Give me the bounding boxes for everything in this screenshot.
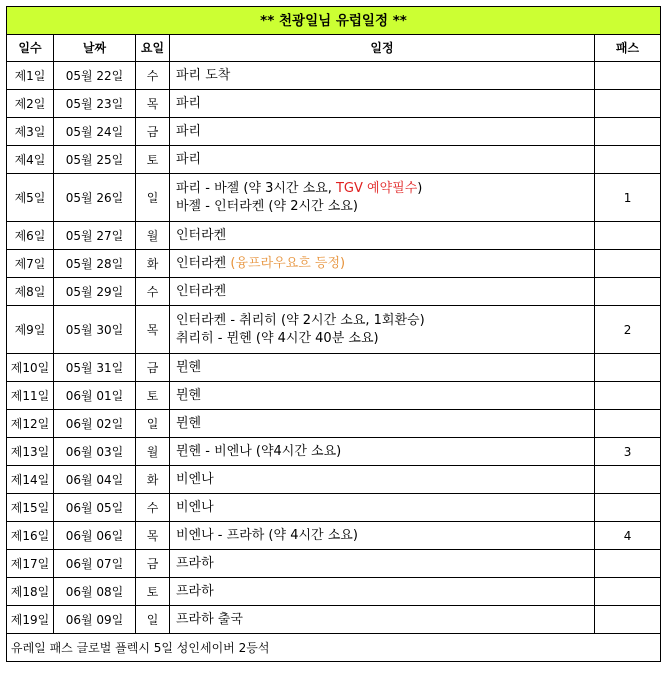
pass-cell: [595, 578, 661, 606]
day-cell: 제3일: [7, 118, 54, 146]
itinerary-title: ** 천광일님 유럽일정 **: [7, 7, 661, 35]
schedule-highlight: (융프라우요흐 등정): [230, 255, 346, 271]
schedule-text: 바젤 - 인터라켄 (약 2시간 소요): [176, 198, 358, 214]
weekday-cell: 토: [136, 382, 170, 410]
table-row: [7, 250, 661, 278]
table-row: [7, 354, 661, 382]
schedule-cell: [170, 578, 595, 606]
schedule-line: [176, 499, 594, 517]
pass-cell: [595, 354, 661, 382]
schedule-text: 인터라켄: [176, 227, 227, 243]
table-row: [7, 146, 661, 174]
weekday-cell: 화: [136, 466, 170, 494]
day-cell: 제6일: [7, 222, 54, 250]
date-cell: 05월 30일: [54, 306, 136, 354]
schedule-text: 파리 도착: [176, 67, 231, 83]
table-row: [7, 550, 661, 578]
table-row: [7, 62, 661, 90]
table-row: [7, 466, 661, 494]
weekday-cell: 금: [136, 118, 170, 146]
schedule-line: [176, 180, 594, 198]
schedule-line: [176, 330, 594, 348]
schedule-line: [176, 283, 594, 301]
schedule-text: 인터라켄: [176, 283, 227, 299]
pass-cell: 2: [595, 306, 661, 354]
day-cell: 제19일: [7, 606, 54, 634]
date-cell: 05월 24일: [54, 118, 136, 146]
schedule-text: 인터라켄 - 취리히 (약 2시간 소요, 1회환승): [176, 312, 425, 328]
date-cell: 05월 26일: [54, 174, 136, 222]
weekday-cell: 일: [136, 410, 170, 438]
weekday-cell: 목: [136, 306, 170, 354]
pass-cell: 4: [595, 522, 661, 550]
weekday-cell: 토: [136, 578, 170, 606]
date-cell: 05월 22일: [54, 62, 136, 90]
day-cell: 제18일: [7, 578, 54, 606]
pass-cell: [595, 278, 661, 306]
schedule-cell: [170, 278, 595, 306]
pass-cell: [595, 118, 661, 146]
schedule-line: [176, 443, 594, 461]
schedule-text: 비엔나 - 프라하 (약 4시간 소요): [176, 527, 358, 543]
day-cell: 제13일: [7, 438, 54, 466]
day-cell: 제12일: [7, 410, 54, 438]
date-cell: 05월 29일: [54, 278, 136, 306]
schedule-line: [176, 255, 594, 273]
schedule-text: 비엔나: [176, 499, 214, 515]
header-pass: 패스: [595, 35, 661, 62]
schedule-line: [176, 312, 594, 330]
table-row: [7, 522, 661, 550]
pass-cell: [595, 494, 661, 522]
schedule-text: 프라하 출국: [176, 611, 243, 627]
weekday-cell: 수: [136, 278, 170, 306]
schedule-line: [176, 527, 594, 545]
schedule-line: [176, 415, 594, 433]
schedule-cell: [170, 174, 595, 222]
schedule-line: [176, 151, 594, 169]
table-row: [7, 222, 661, 250]
weekday-cell: 수: [136, 62, 170, 90]
day-cell: 제5일: [7, 174, 54, 222]
schedule-text: 비엔나: [176, 471, 214, 487]
schedule-text: 인터라켄: [176, 255, 231, 271]
date-cell: 06월 08일: [54, 578, 136, 606]
schedule-cell: [170, 382, 595, 410]
schedule-text: 파리: [176, 123, 202, 139]
table-row: [7, 382, 661, 410]
table-row: [7, 306, 661, 354]
header-day: 일수: [7, 35, 54, 62]
rail-pass-note: 유레일 패스 글로벌 플렉시 5일 성인세이버 2등석: [7, 634, 661, 662]
schedule-text: 뮌헨 - 비엔나 (약4시간 소요): [176, 443, 342, 459]
date-cell: 06월 06일: [54, 522, 136, 550]
table-row: [7, 118, 661, 146]
itinerary-table: [6, 6, 661, 662]
date-cell: 05월 23일: [54, 90, 136, 118]
schedule-text: 프라하: [176, 555, 214, 571]
pass-cell: 3: [595, 438, 661, 466]
schedule-line: [176, 471, 594, 489]
weekday-cell: 목: [136, 90, 170, 118]
day-cell: 제2일: [7, 90, 54, 118]
schedule-text: 파리 - 바젤 (약 3시간 소요,: [176, 180, 336, 196]
schedule-text: 프라하: [176, 583, 214, 599]
table-row: [7, 606, 661, 634]
schedule-cell: [170, 550, 595, 578]
schedule-text: 파리: [176, 95, 202, 111]
pass-cell: [595, 410, 661, 438]
schedule-cell: [170, 606, 595, 634]
schedule-cell: [170, 90, 595, 118]
header-weekday: 요일: [136, 35, 170, 62]
date-cell: 06월 04일: [54, 466, 136, 494]
day-cell: 제17일: [7, 550, 54, 578]
pass-cell: [595, 550, 661, 578]
schedule-text: 취리히 - 뮌헨 (약 4시간 40분 소요): [176, 330, 379, 346]
pass-cell: [595, 222, 661, 250]
weekday-cell: 월: [136, 438, 170, 466]
day-cell: 제14일: [7, 466, 54, 494]
date-cell: 05월 31일: [54, 354, 136, 382]
schedule-text: ): [417, 180, 423, 196]
schedule-text: 뮌헨: [176, 415, 202, 431]
schedule-highlight: TGV 예약필수: [335, 180, 418, 196]
pass-cell: [595, 62, 661, 90]
pass-cell: [595, 466, 661, 494]
schedule-cell: [170, 146, 595, 174]
schedule-line: [176, 95, 594, 113]
table-row: [7, 90, 661, 118]
day-cell: 제9일: [7, 306, 54, 354]
schedule-line: [176, 611, 594, 629]
schedule-line: [176, 227, 594, 245]
day-cell: 제8일: [7, 278, 54, 306]
pass-cell: 1: [595, 174, 661, 222]
schedule-text: 뮌헨: [176, 387, 202, 403]
date-cell: 05월 25일: [54, 146, 136, 174]
date-cell: 06월 09일: [54, 606, 136, 634]
table-row: [7, 410, 661, 438]
schedule-cell: [170, 466, 595, 494]
table-row: [7, 494, 661, 522]
schedule-cell: [170, 118, 595, 146]
pass-cell: [595, 606, 661, 634]
table-row: [7, 578, 661, 606]
schedule-cell: [170, 62, 595, 90]
date-cell: 06월 03일: [54, 438, 136, 466]
schedule-cell: [170, 410, 595, 438]
table-row: [7, 174, 661, 222]
weekday-cell: 토: [136, 146, 170, 174]
header-schedule: 일정: [170, 35, 595, 62]
date-cell: 05월 27일: [54, 222, 136, 250]
day-cell: 제11일: [7, 382, 54, 410]
date-cell: 06월 07일: [54, 550, 136, 578]
schedule-line: [176, 387, 594, 405]
schedule-cell: [170, 222, 595, 250]
weekday-cell: 금: [136, 550, 170, 578]
schedule-line: [176, 67, 594, 85]
weekday-cell: 월: [136, 222, 170, 250]
date-cell: 06월 05일: [54, 494, 136, 522]
weekday-cell: 화: [136, 250, 170, 278]
day-cell: 제1일: [7, 62, 54, 90]
day-cell: 제4일: [7, 146, 54, 174]
weekday-cell: 일: [136, 174, 170, 222]
pass-cell: [595, 382, 661, 410]
schedule-line: [176, 583, 594, 601]
weekday-cell: 금: [136, 354, 170, 382]
pass-cell: [595, 250, 661, 278]
day-cell: 제16일: [7, 522, 54, 550]
schedule-cell: [170, 494, 595, 522]
table-row: [7, 278, 661, 306]
header-date: 날짜: [54, 35, 136, 62]
footer-row: [7, 634, 661, 662]
schedule-cell: [170, 354, 595, 382]
day-cell: 제10일: [7, 354, 54, 382]
date-cell: 06월 01일: [54, 382, 136, 410]
pass-cell: [595, 146, 661, 174]
day-cell: 제7일: [7, 250, 54, 278]
table-row: [7, 438, 661, 466]
weekday-cell: 일: [136, 606, 170, 634]
date-cell: 06월 02일: [54, 410, 136, 438]
schedule-cell: [170, 306, 595, 354]
weekday-cell: 수: [136, 494, 170, 522]
schedule-line: [176, 359, 594, 377]
schedule-line: [176, 123, 594, 141]
weekday-cell: 목: [136, 522, 170, 550]
schedule-line: [176, 555, 594, 573]
schedule-cell: [170, 438, 595, 466]
schedule-text: 파리: [176, 151, 202, 167]
date-cell: 05월 28일: [54, 250, 136, 278]
pass-cell: [595, 90, 661, 118]
schedule-text: 뮌헨: [176, 359, 202, 375]
schedule-line: [176, 198, 594, 216]
day-cell: 제15일: [7, 494, 54, 522]
schedule-cell: [170, 522, 595, 550]
schedule-cell: [170, 250, 595, 278]
